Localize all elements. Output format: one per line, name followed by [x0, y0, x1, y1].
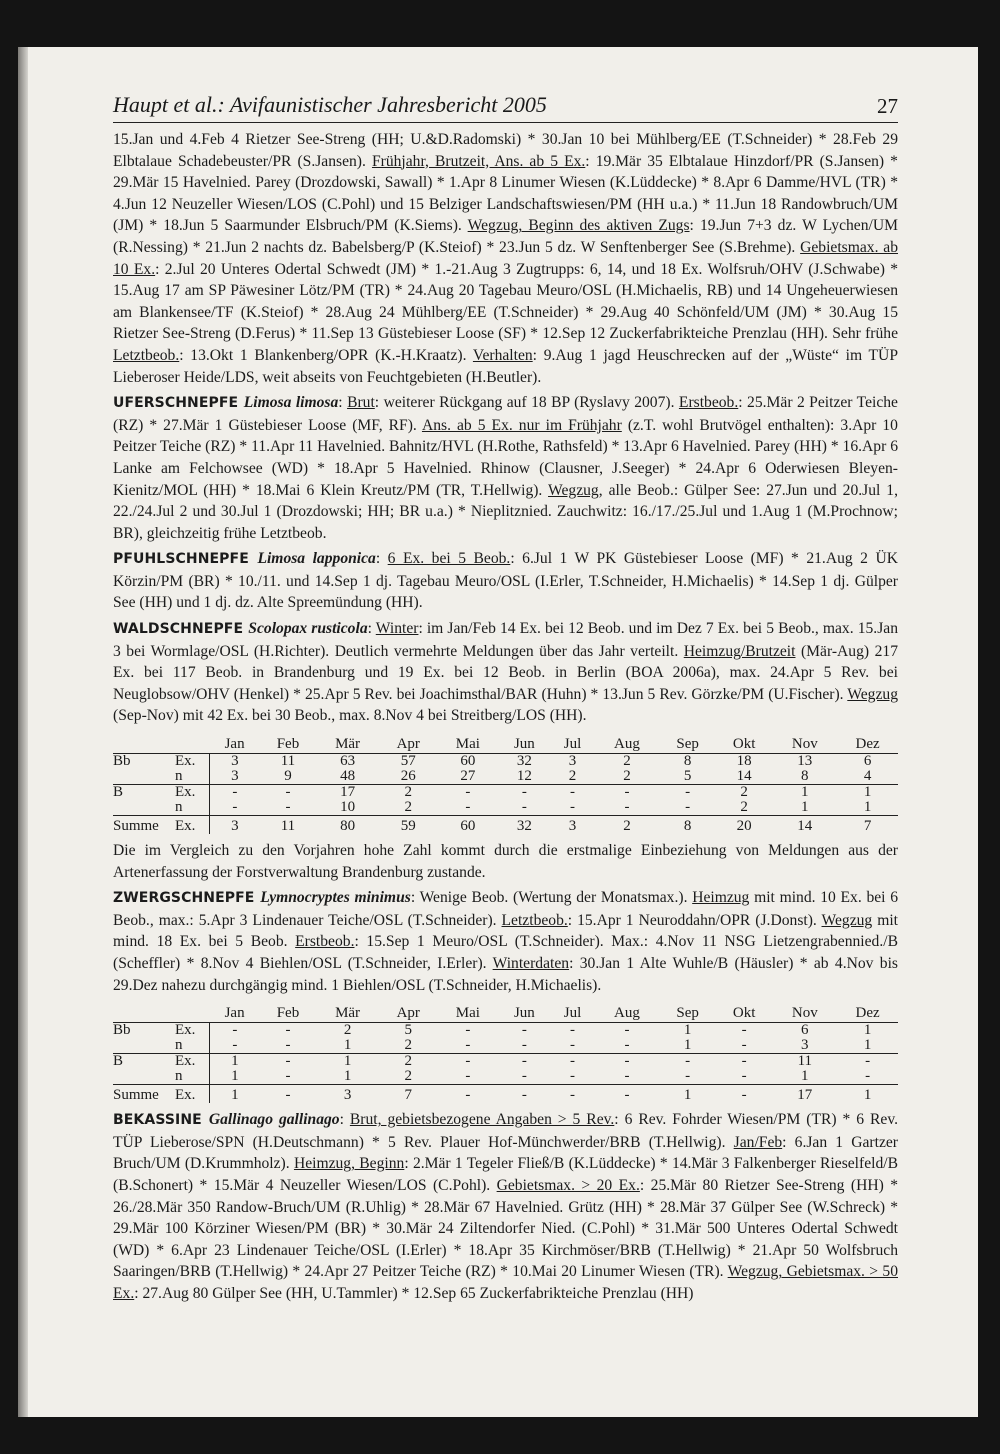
table-cell: 2: [343, 1022, 352, 1039]
table-cell: 1: [231, 1087, 239, 1104]
table-cell: 1: [659, 1038, 715, 1054]
underlined-term: Wegzug, Beginn des aktiven Zugs: [467, 217, 690, 235]
table-cell: -: [232, 784, 238, 801]
row-metric: Ex.: [175, 754, 210, 770]
text-run: 15.Jan und 4.Feb 4 Rietzer See-Streng (HH; U.&D.Radomski) * 30.Jan 10 bei Mühlberg/EE (T.Schneider) * 28.Feb 29 Elbtalaue Schadebeuster/PR (S.Jansen).: [113, 131, 898, 170]
table-cell: -: [521, 1087, 527, 1104]
scientific-name: Lymnocryptes minimus: [260, 889, 411, 907]
underlined-term: Erstbeob.: [678, 394, 739, 412]
table-row: [113, 785, 898, 801]
table-cell: 32: [516, 818, 532, 835]
table-cell: 6: [863, 753, 872, 770]
underlined-term: Letztbeob.: [113, 346, 180, 364]
text-run: : 25.Mär 2 Peitzer Teiche (RZ) * 27.Mär 1 Güstebieser Loose (MF, RF).: [113, 394, 898, 434]
table-cell: 10: [316, 800, 379, 816]
underlined-term: Wegzug, Gebietsmax. > 50 Ex.: [113, 1263, 898, 1302]
month-header: Dez: [837, 737, 898, 754]
table-zwergschnepfe: [113, 1006, 898, 1103]
underlined-term: Ans. ab 5 Ex. nur im Frühjahr: [421, 416, 622, 434]
underlined-term: Wegzug: [548, 481, 599, 499]
species-name: PFUHLSCHNEPFE: [113, 551, 258, 568]
table-cell: -: [498, 1038, 550, 1054]
row-category: [113, 1069, 175, 1085]
table-cell: 1: [837, 1038, 898, 1054]
running-head: Haupt et al.: Avifaunistischer Jahresbericht 2005: [113, 92, 547, 117]
table-cell: -: [685, 1053, 691, 1070]
table-row: [113, 1038, 898, 1054]
row-metric: Ex.: [175, 785, 210, 801]
row-category: [113, 800, 175, 816]
table-cell: 2: [595, 769, 660, 785]
table-cell: 3: [568, 753, 577, 770]
table-cell: -: [595, 1069, 660, 1085]
underlined-term: Letztbeob.: [501, 911, 568, 929]
table-cell: 1: [837, 800, 898, 816]
row-category: Summe: [113, 1087, 159, 1104]
underlined-term: Jan/Feb: [733, 1133, 783, 1151]
table-cell: 2: [404, 1053, 412, 1070]
row-category: B: [113, 1053, 124, 1070]
text-run: : 13.Okt 1 Blankenberg/OPR (K.-H.Kraatz).: [179, 346, 473, 364]
month-header: Jan: [210, 1006, 260, 1023]
underlined-term: 6 Ex. bei 5 Beob.: [387, 550, 511, 568]
underlined-term: Brut, gebietsbezogene Angaben > 5 Rev.: [349, 1111, 615, 1129]
table-row: [113, 1054, 898, 1070]
text-run: : 15.Apr 1 Neuroddahn/OPR (J.Donst).: [567, 911, 822, 929]
row-category: [113, 1038, 175, 1054]
table-cell: -: [438, 1038, 499, 1054]
underlined-term: Winterdaten: [492, 955, 570, 972]
table-cell: -: [570, 784, 576, 801]
month-header: Mär: [316, 1006, 379, 1023]
table-cell: -: [624, 1053, 630, 1070]
row-metric: Ex.: [175, 1054, 210, 1070]
table-cell: 4: [837, 769, 898, 785]
row-metric: Ex.: [175, 1023, 210, 1039]
underlined-term: Frühjahr, Brutzeit, Ans. ab 5 Ex.: [371, 152, 586, 170]
text-run: :: [367, 620, 376, 638]
table-cell: -: [716, 1069, 772, 1085]
table-cell: -: [465, 784, 471, 801]
table-cell: -: [285, 1022, 291, 1039]
table-row: [113, 1069, 898, 1085]
table-cell: -: [741, 1022, 747, 1039]
header-blank: [113, 1006, 175, 1023]
table-row: [113, 769, 898, 785]
text-run: : 25.Mär 80 Rietzer See-Streng (HH) * 26./28.Mär 350 Randow-Bruch/UM (R.Uhlig) * 28.Mär 67 Havelnied. Grütz (HH) * 28.Mär 37 Gülper See (W.Schreck) * 29.Mär 100 Körziner Wiesen/PM (BR) * 30.Mär 24 Ziltendorfer Nied. (C.Pohl) * 31.Mär 500 Unteres Odertal Schwedt (WD) * 6.Apr 23 Lindenauer Teiche/OSL (I.Erler) * 18.Apr 35 Kirchmöser/BRB (T.Hellwig) * 21.Apr 50 Wolfsbruch Saaringen/BRB (T.Hellwig) * 24.Apr 27 Peitzer Teiche (RZ) * 10.Mai 20 Linumer Wiesen (TR).: [113, 1176, 899, 1281]
row-category: [113, 769, 175, 785]
table-cell: 20: [736, 818, 752, 835]
text-run: : 30.Jan 1 Alte Wuhle/B (Häusler) * ab 4.Nov bis 29.Dez nahezu durchgängig mind. 1 Biehlen/OSL (T.Schneider, H.Michaelis).: [113, 955, 898, 994]
underlined-term: Erstbeob.: [295, 933, 355, 951]
month-header: Mär: [316, 737, 379, 754]
table-cell: -: [551, 800, 595, 816]
table-cell: -: [570, 1087, 576, 1104]
underlined-term: Wegzug: [821, 911, 873, 929]
table-cell: -: [624, 1022, 630, 1039]
table-cell: 1: [210, 1069, 260, 1085]
table-sum-row: [113, 816, 898, 835]
table-cell: 11: [797, 1053, 813, 1070]
month-header: Sep: [659, 737, 715, 754]
species-name: ZWERGSCHNEPFE: [113, 890, 261, 907]
table-cell: 2: [716, 800, 772, 816]
scientific-name: Limosa limosa: [243, 394, 339, 412]
header-blank: [113, 737, 175, 754]
table-cell: -: [570, 1022, 576, 1039]
month-header: Feb: [260, 737, 316, 754]
month-header: Aug: [595, 1006, 660, 1023]
month-header: Jan: [210, 737, 260, 754]
table-cell: -: [741, 1087, 747, 1104]
book-gutter: [18, 47, 28, 1417]
header-blank: [175, 1006, 210, 1023]
paragraph-waldschnepfe-note: [113, 840, 898, 883]
scientific-name: Limosa lapponica: [257, 550, 376, 568]
table-cell: 80: [340, 818, 356, 835]
table-cell: -: [570, 1053, 576, 1070]
table-cell: 14: [797, 818, 813, 835]
paragraph-kampflaeufer-continued: [113, 129, 898, 388]
row-metric: n: [175, 769, 210, 785]
table-cell: 17: [797, 1087, 813, 1104]
table-cell: 1: [231, 1053, 239, 1070]
table-cell: -: [498, 1069, 550, 1085]
table-header-row: [113, 1006, 898, 1023]
month-header: Jul: [551, 737, 595, 754]
paragraph-waldschnepfe: [113, 618, 898, 727]
table-cell: 6: [801, 1022, 809, 1039]
scientific-name: Scolopax rusticola: [248, 620, 368, 638]
table-cell: 60: [460, 818, 476, 835]
species-name: UFERSCHNEPFE: [113, 395, 244, 412]
table-cell: 3: [772, 1038, 837, 1054]
table-cell: 2: [623, 753, 631, 770]
text-run: :: [339, 1111, 350, 1129]
month-header: Apr: [379, 1006, 438, 1023]
page-header: [113, 92, 898, 123]
table-cell: 8: [683, 818, 692, 835]
text-run: mit mind. 18 Ex. bei 5 Beob.: [113, 911, 898, 951]
table-cell: 3: [231, 753, 239, 770]
month-header: Okt: [716, 737, 772, 754]
paragraph-pfuhlschnepfe: [113, 548, 898, 614]
underlined-term: Winter: [375, 620, 419, 638]
paragraph-zwergschnepfe: [113, 887, 898, 996]
underlined-term: Gebietsmax. ab 10 Ex.: [113, 238, 898, 278]
table-cell: 48: [316, 769, 379, 785]
table-cell: 3: [568, 818, 577, 835]
month-header: Okt: [716, 1006, 772, 1023]
table-cell: 7: [863, 818, 872, 835]
text-run: : 15.Sep 1 Meuro/OSL (T.Schneider). Max.: 4.Nov 11 NSG Lietzengrabennied./B (Scheffler) * 8.Nov 4 Biehlen/OSL (T.Schneider, I.Erler).: [113, 933, 898, 972]
month-header: Nov: [772, 1006, 837, 1023]
text-run: , alle Beob.: Gülper See: 27.Jun und 20.Jul 1, 22./24.Jul 2 und 30.Jul 1 (Drozdowski; HH; BR u.a.) * Nieplitznied. Zauchwitz: 16./17./25.Jul und 1.Aug 1 (M.Prochnow; BR), gleichzeitig frühe Letztbeob.: [113, 481, 898, 542]
table-cell: -: [551, 1038, 595, 1054]
table-cell: -: [716, 1038, 772, 1054]
table-cell: 3: [231, 818, 239, 835]
table-cell: -: [285, 1087, 291, 1104]
month-header: Feb: [260, 1006, 316, 1023]
row-category: Bb: [113, 1022, 131, 1039]
row-metric: n: [175, 1038, 210, 1054]
row-category: Bb: [113, 753, 131, 770]
text-run: (Sep-Nov) mit 42 Ex. bei 30 Beob., max. 8.Nov 4 bei Streitberg/LOS (HH).: [113, 707, 587, 725]
table-cell: -: [465, 1087, 471, 1104]
month-header: Jul: [551, 1006, 595, 1023]
page-number: 27: [877, 94, 898, 118]
text-run: : 9.Aug 1 jagd Heuschrecken auf der „Wüste“ im TÜP Lieberoser Heide/LDS, weit abseits von Feuchtgebieten (H.Beutler).: [113, 346, 898, 386]
table-cell: -: [210, 800, 260, 816]
table-cell: 1: [772, 800, 837, 816]
table-cell: 2: [379, 1069, 438, 1085]
document-page: [18, 47, 978, 1417]
table-cell: -: [659, 1069, 715, 1085]
table-cell: 11: [280, 753, 296, 770]
table-cell: -: [260, 800, 316, 816]
table-cell: 1: [863, 784, 872, 801]
text-run: (z.T. wohl Brutvögel enthalten): 3.Apr 10 Peitzer Teiche (RZ) * 11.Apr 11 Havelnied. Bahnitz/HVL (H.Rothe, Rathsfeld) * 13.Apr 6 Havelnied. Parey (HH) * 16.Apr 6 Lanke am Felchowsee (WD) * 18.Apr 5 Havelnied. Rhinow (Clausner, J.Seeger) * 24.Apr 6 Oderwiesen Bleyen-Kienitz/MOL (HH) * 18.Mai 6 Klein Kreutz/PM (TR, T.Hellwig).: [113, 416, 898, 499]
table-cell: 2: [404, 784, 412, 801]
table-cell: 59: [400, 818, 416, 835]
table-cell: 9: [260, 769, 316, 785]
table-cell: 2: [551, 769, 595, 785]
table-cell: 57: [400, 753, 416, 770]
underlined-term: Heimzug, Beginn: [293, 1155, 405, 1173]
table-cell: -: [285, 1053, 291, 1070]
text-run: :: [338, 394, 348, 412]
table-cell: 2: [379, 1038, 438, 1054]
text-run: : 6 Rev. Fohrder Wiesen/PM (TR) * 6 Rev. TÜP Lieberose/SPN (H.Deutschmann) * 5 Rev. Plauer Hof-Münchwerder/BRB (T.Hellwig).: [113, 1111, 898, 1151]
month-header: Apr: [379, 737, 438, 754]
species-name: BEKASSINE: [113, 1112, 209, 1129]
month-header: Sep: [659, 1006, 715, 1023]
month-header: Dez: [837, 1006, 898, 1023]
table-cell: -: [498, 800, 550, 816]
table-cell: 2: [623, 818, 631, 835]
text-run: : 2.Mär 1 Tegeler Fließ/B (K.Lüddecke) * 14.Mär 3 Falkenberger Rieselfeld/B (B.Schonert) * 15.Mär 4 Neuzeller Wiesen/LOS (C.Pohl).: [113, 1155, 898, 1194]
text-run: : 27.Aug 80 Gülper See (HH, U.Tammler) * 12.Sep 65 Zuckerfabrikteiche Prenzlau (HH): [134, 1284, 694, 1302]
table-cell: -: [551, 1069, 595, 1085]
table-row: [113, 754, 898, 770]
scientific-name: Gallinago gallinago: [208, 1111, 340, 1129]
table-cell: 5: [404, 1022, 412, 1039]
table-cell: 14: [716, 769, 772, 785]
text-run: : im Jan/Feb 14 Ex. bei 12 Beob. und im Dez 7 Ex. bei 5 Beob., max. 15.Jan 3 bei Wormlage/OSL (H.Richter). Deutlich vermehrte Meldungen über das Jahr verteilt.: [113, 620, 898, 660]
table-cell: 27: [438, 769, 499, 785]
table-waldschnepfe: [113, 737, 898, 834]
row-category: Summe: [113, 818, 159, 835]
table-cell: 1: [683, 1087, 692, 1104]
table-cell: -: [741, 1053, 747, 1070]
table-cell: -: [465, 1022, 471, 1039]
species-name: WALDSCHNEPFE: [113, 621, 249, 638]
month-header: Mai: [438, 737, 499, 754]
table-row: [113, 1023, 898, 1039]
table-cell: -: [285, 784, 291, 801]
text-run: : Wenige Beob. (Wertung der Monatsmax.).: [410, 889, 693, 907]
table-cell: 1: [316, 1038, 379, 1054]
table-cell: 18: [736, 753, 752, 770]
table-cell: -: [624, 784, 630, 801]
text-run: : 6.Jul 1 W PK Güstebieser Loose (MF) * 21.Aug 2 ÜK Körzin/PM (BR) * 10./11. und 14.Sep 1 dj. Tagebau Meuro/OSL (I.Erler, T.Schneider, H.Michaelis) * 14.Sep 1 dj. Gülper See (HH) und 1 dj. dz. Alte Spreemündung (HH).: [113, 550, 898, 612]
row-metric: n: [175, 800, 210, 816]
table-cell: -: [595, 1038, 660, 1054]
text-run: :: [375, 550, 388, 568]
underlined-term: Verhalten: [472, 346, 533, 364]
table-cell: -: [521, 784, 527, 801]
text-run: : 2.Jul 20 Unteres Odertal Schwedt (JM) * 1.-21.Aug 3 Zugtrupps: 6, 14, und 18 Ex. Wolfsruh/OHV (J.Schwabe) * 15.Aug 17 am SP Päwesiner Lötz/PM (TR) * 24.Aug 20 Tagebau Meuro/OSL (H.Michaelis, RB) und 14 Ungeheuerwiesen am Blankensee/TF (K.Steiof) * 28.Aug 24 Mühlberg/EE (T.Schneider) * 29.Aug 40 Schönfeld/UM (JM) * 30.Aug 15 Rietzer See-Streng (D.Ferus) * 11.Sep 13 Güstebieser Loose (SF) * 12.Sep 12 Zuckerfabrikteiche Prenzlau (HH). Sehr frühe: [113, 260, 898, 343]
row-category: B: [113, 784, 124, 801]
underlined-term: Gebietsmax. > 20 Ex.: [496, 1176, 640, 1194]
table-cell: -: [210, 1038, 260, 1054]
table-cell: 17: [340, 784, 356, 801]
table-cell: 32: [516, 753, 532, 770]
text-run: Die im Vergleich zu den Vorjahren hohe Zahl kommt durch die erstmalige Einbeziehung von Meldungen aus der Artenerfassung der Forstverwaltung Brandenburg zustande.: [113, 842, 898, 881]
text-run: : 19.Mär 35 Elbtalaue Hinzdorf/PR (S.Jansen) * 29.Mär 15 Havelnied. Parey (Drozdowski, Sawall) * 1.Apr 8 Linumer Wiesen (K.Lüddecke) * 8.Apr 6 Damme/HVL (TR) * 4.Jun 12 Neuzeller Wiesen/LOS (C.Pohl) und 15 Belziger Landschaftswiesen/PM (HH u.a.) * 11.Jun 18 Randowbruch/UM (JM) * 18.Jun 5 Saarmunder Elsbruch/PM (K.Siems).: [113, 152, 898, 235]
table-cell: -: [465, 1053, 471, 1070]
table-cell: 2: [379, 800, 438, 816]
text-run: : weiterer Rückgang auf 18 BP (Ryslavy 2007).: [374, 394, 679, 412]
table-cell: 7: [404, 1087, 412, 1104]
table-cell: -: [260, 1038, 316, 1054]
table-cell: 2: [740, 784, 748, 801]
underlined-term: Wegzug: [847, 685, 898, 703]
text-run: (Mär-Aug) 217 Ex. bei 117 Beob. in Brandenburg und 19 Ex. bei 12 Beob. in Berlin (BOA 2006a), max. 24.Apr 5 Rev. bei Neuglobsow/OHV (Henkel) * 25.Apr 5 Rev. bei Joachimsthal/BAR (Huhn) * 13.Jun 5 Rev. Görzke/PM (U.Fischer).: [113, 642, 898, 703]
text-run: : 19.Jun 7+3 dz. W Lychen/UM (R.Nessing) * 21.Jun 2 nachts dz. Babelsberg/P (K.Steiof) * 23.Jun 5 dz. W Senftenberger See (S.Brehme).: [113, 217, 898, 256]
table-cell: 12: [498, 769, 550, 785]
paragraph-uferschnepfe: [113, 392, 898, 544]
table-cell: 8: [683, 753, 692, 770]
table-cell: 1: [801, 784, 809, 801]
month-header: Nov: [772, 737, 837, 754]
table-cell: 60: [460, 753, 476, 770]
table-cell: 1: [343, 1053, 352, 1070]
table-cell: -: [865, 1053, 871, 1070]
month-header: Jun: [498, 737, 550, 754]
table-cell: 63: [340, 753, 356, 770]
table-cell: 1: [316, 1069, 379, 1085]
paragraph-bekassine: [113, 1109, 898, 1304]
table-cell: 3: [343, 1087, 352, 1104]
table-cell: -: [260, 1069, 316, 1085]
row-metric: Ex.: [175, 816, 210, 835]
table-cell: -: [685, 784, 691, 801]
table-header-row: [113, 737, 898, 754]
underlined-term: Heimzug/Brutzeit: [683, 642, 796, 660]
table-cell: -: [659, 800, 715, 816]
month-header: Jun: [498, 1006, 550, 1023]
table-cell: 1: [863, 1087, 872, 1104]
table-cell: -: [438, 800, 499, 816]
table-cell: 1: [772, 1069, 837, 1085]
table-cell: -: [521, 1022, 527, 1039]
table-cell: 8: [772, 769, 837, 785]
text-run: : 6.Jan 1 Gartzer Bruch/UM (D.Krummholz).: [113, 1133, 898, 1173]
table-cell: 1: [683, 1022, 692, 1039]
table-cell: -: [438, 1069, 499, 1085]
table-cell: 1: [863, 1022, 872, 1039]
table-cell: 26: [379, 769, 438, 785]
table-row: [113, 800, 898, 816]
table-cell: 11: [280, 818, 296, 835]
month-header: Mai: [438, 1006, 499, 1023]
row-metric: n: [175, 1069, 210, 1085]
underlined-term: Brut: [347, 394, 375, 412]
table-cell: -: [837, 1069, 898, 1085]
table-sum-row: [113, 1085, 898, 1104]
table-cell: 5: [659, 769, 715, 785]
table-cell: -: [624, 1087, 630, 1104]
table-cell: 13: [797, 753, 813, 770]
table-cell: -: [232, 1022, 238, 1039]
header-blank: [175, 737, 210, 754]
table-cell: 3: [210, 769, 260, 785]
page-body: [113, 129, 898, 1309]
row-metric: Ex.: [175, 1085, 210, 1104]
month-header: Aug: [595, 737, 660, 754]
table-cell: -: [521, 1053, 527, 1070]
underlined-term: Heimzug: [692, 889, 750, 907]
text-run: mit mind. 10 Ex. bei 6 Beob., max.: 5.Apr 3 Lindenauer Teiche/OSL (T.Schneider).: [113, 889, 899, 929]
table-cell: -: [595, 800, 660, 816]
